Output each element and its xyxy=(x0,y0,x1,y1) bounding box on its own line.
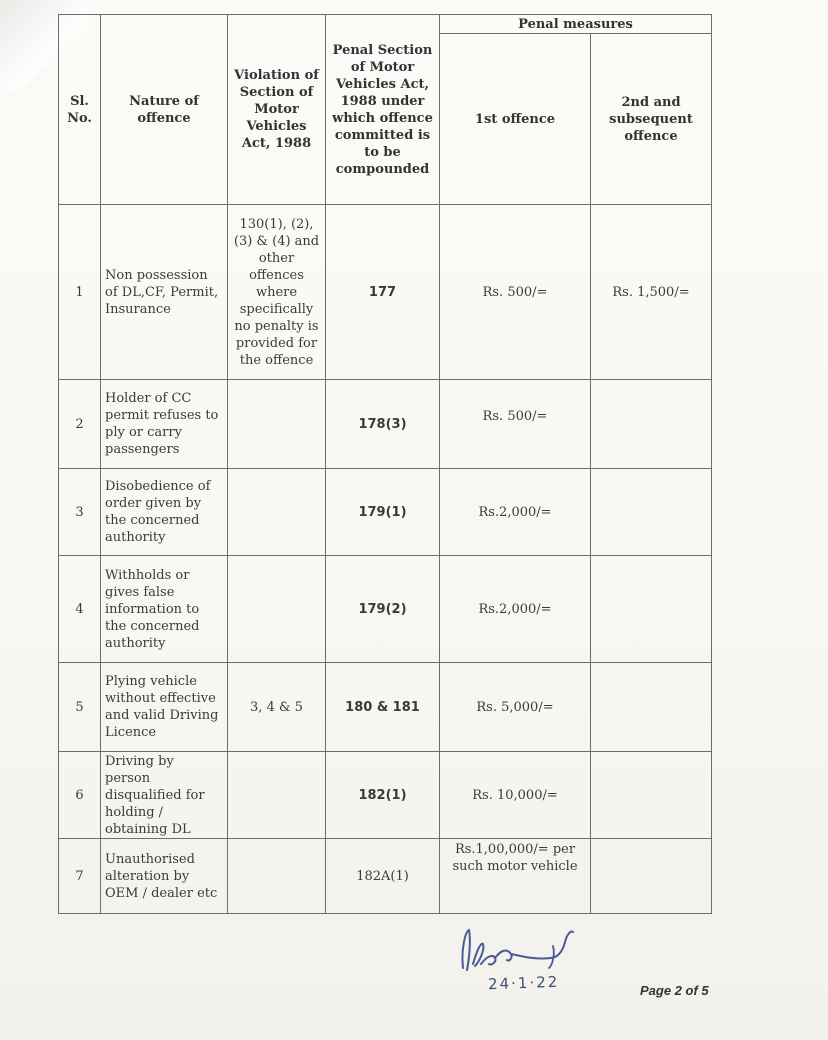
table-row xyxy=(59,556,712,663)
cell-sl: 1 xyxy=(59,205,101,380)
table-row xyxy=(59,663,712,752)
cell-second-offence xyxy=(591,752,712,839)
cell-violation xyxy=(228,752,326,839)
table-row xyxy=(59,380,712,469)
cell-first-offence: Rs.1,00,000/= per such motor vehicle xyxy=(440,839,591,914)
cell-section: 178(3) xyxy=(326,380,440,469)
cell-sl: 3 xyxy=(59,469,101,556)
table-row xyxy=(59,469,712,556)
cell-nature: Non possession of DL,CF, Permit, Insurance xyxy=(101,205,228,380)
cell-nature: Holder of CC permit refuses to ply or carry passengers xyxy=(101,380,228,469)
cell-first-offence: Rs. 5,000/= xyxy=(440,663,591,752)
cell-section: 179(2) xyxy=(326,556,440,663)
cell-section: 180 & 181 xyxy=(326,663,440,752)
cell-second-offence xyxy=(591,469,712,556)
header-sl-no: Sl. No. xyxy=(59,15,101,205)
header-second-offence: 2nd and subsequent offence xyxy=(591,34,712,205)
cell-sl: 5 xyxy=(59,663,101,752)
cell-second-offence: Rs. 1,500/= xyxy=(591,205,712,380)
cell-violation xyxy=(228,380,326,469)
cell-section: 179(1) xyxy=(326,469,440,556)
cell-first-offence: Rs.2,000/= xyxy=(440,556,591,663)
cell-sl: 6 xyxy=(59,752,101,839)
cell-first-offence: Rs. 500/= xyxy=(440,380,591,469)
cell-violation: 130(1), (2), (3) & (4) and other offences where specifically no penalty is provided for the offence xyxy=(228,205,326,380)
cell-second-offence xyxy=(591,556,712,663)
cell-first-offence: Rs. 10,000/= xyxy=(440,752,591,839)
cell-sl: 7 xyxy=(59,839,101,914)
table-row xyxy=(59,839,712,914)
table-row xyxy=(59,752,712,839)
cell-second-offence xyxy=(591,380,712,469)
cell-second-offence xyxy=(591,839,712,914)
header-penal-measures: Penal measures xyxy=(440,15,712,34)
header-nature: Nature of offence xyxy=(101,15,228,205)
signature-date: 24·1·22 xyxy=(487,972,560,994)
header-violation: Violation of Section of Motor Vehicles Act, 1988 xyxy=(228,15,326,205)
cell-section: 182A(1) xyxy=(326,839,440,914)
cell-section: 177 xyxy=(326,205,440,380)
cell-nature: Plying vehicle without effective and valid Driving Licence xyxy=(101,663,228,752)
header-first-offence: 1st offence xyxy=(440,34,591,205)
page-number: Page 2 of 5 xyxy=(640,983,709,998)
table-row xyxy=(59,205,712,380)
cell-nature: Driving by person disqualified for holding / obtaining DL xyxy=(101,752,228,839)
cell-second-offence xyxy=(591,663,712,752)
cell-nature: Unauthorised alteration by OEM / dealer etc xyxy=(101,839,228,914)
cell-first-offence: Rs. 500/= xyxy=(440,205,591,380)
cell-nature: Disobedience of order given by the concerned authority xyxy=(101,469,228,556)
cell-sl: 2 xyxy=(59,380,101,469)
cell-violation xyxy=(228,839,326,914)
cell-violation xyxy=(228,469,326,556)
cell-first-offence: Rs.2,000/= xyxy=(440,469,591,556)
penalty-table xyxy=(58,14,712,914)
cell-section: 182(1) xyxy=(326,752,440,839)
cell-nature: Withholds or gives false information to the concerned authority xyxy=(101,556,228,663)
header-penal-section: Penal Section of Motor Vehicles Act, 1988 under which offence committed is to be compounded xyxy=(326,15,440,205)
cell-sl: 4 xyxy=(59,556,101,663)
cell-violation: 3, 4 & 5 xyxy=(228,663,326,752)
cell-violation xyxy=(228,556,326,663)
